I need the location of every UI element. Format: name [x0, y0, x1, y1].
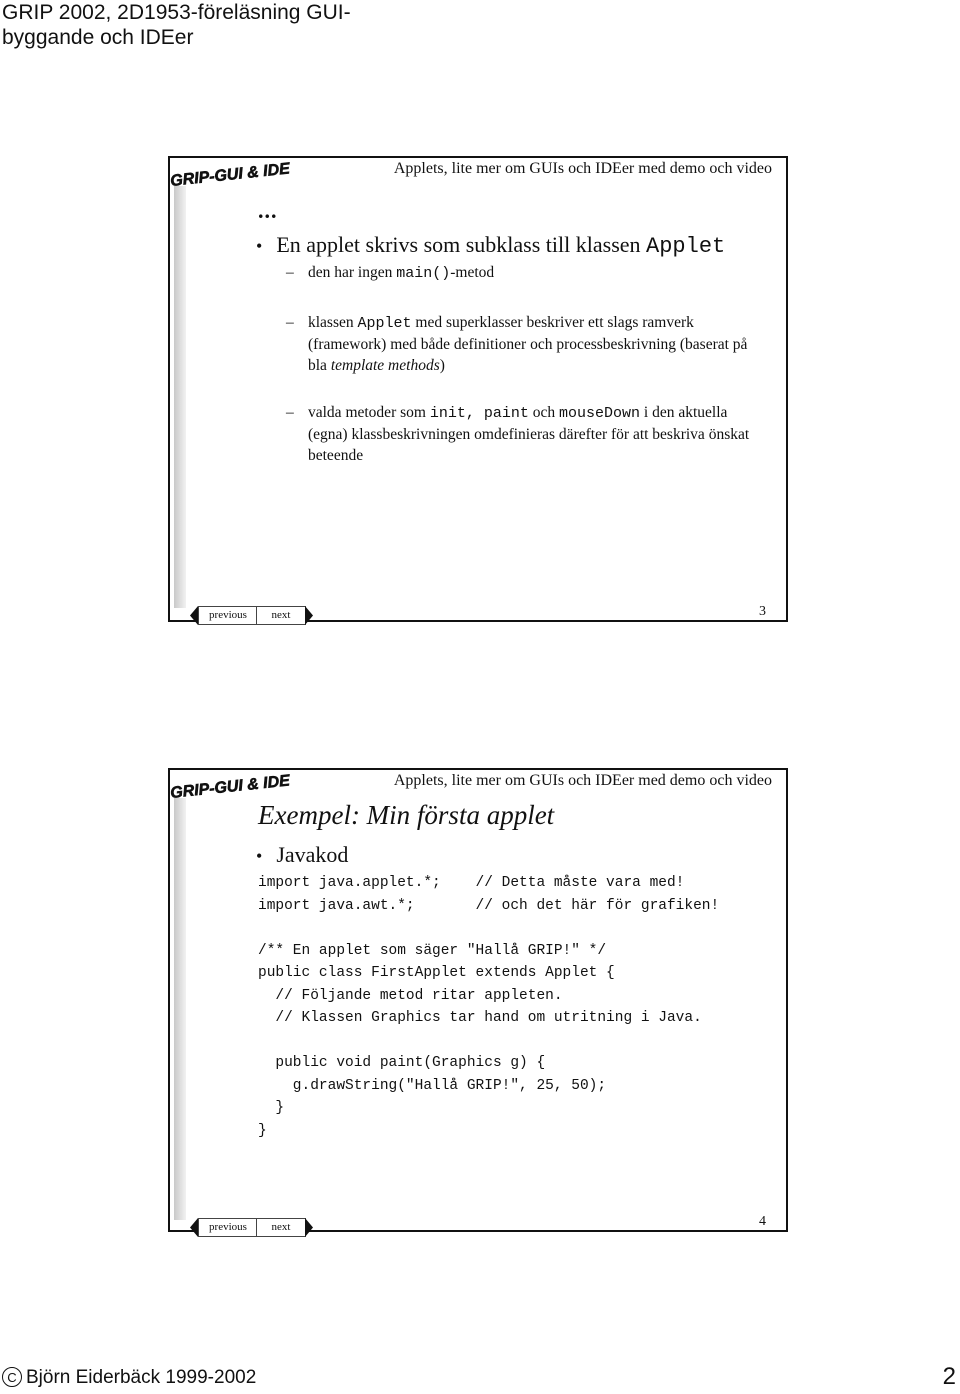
- sub-text: med superklasser beskriver ett slags ramverk (framework) med både definitioner och processbeskrivning (baserat på bla: [308, 314, 748, 374]
- nav-right-arrow-icon: [305, 606, 313, 625]
- document-footer: [0, 1363, 960, 1393]
- sub-text: och: [528, 404, 559, 421]
- next-button[interactable]: next: [256, 606, 306, 625]
- slide-3: [168, 156, 788, 622]
- grip-logo-icon: [168, 764, 291, 804]
- slide-nav: [190, 1218, 340, 1238]
- page-number: 2: [942, 1363, 956, 1390]
- sub-italic: template methods: [330, 357, 440, 374]
- nav-left-arrow-icon: [190, 1218, 198, 1237]
- sub-code: Applet: [357, 315, 412, 332]
- slide-page-number: 4: [759, 1214, 766, 1229]
- bullet-item: [256, 842, 348, 868]
- svg-text:GRIP-GUI & IDE: GRIP-GUI & IDE: [169, 160, 291, 190]
- slide-4: [168, 768, 788, 1232]
- next-button[interactable]: next: [256, 1218, 306, 1237]
- slide-header: Applets, lite mer om GUIs och IDEer med demo och video: [393, 772, 772, 789]
- document-title-line1: GRIP 2002, 2D1953-föreläsning GUI-: [2, 1, 351, 24]
- sub-text: valda metoder som: [308, 404, 430, 421]
- copyright-icon: C: [2, 1367, 22, 1387]
- bullet-icon: •: [256, 236, 263, 256]
- bullet-icon: •: [256, 846, 263, 866]
- sub-code: mouseDown: [559, 405, 641, 422]
- sub-text: den har ingen: [308, 264, 397, 281]
- code-block: import java.applet.*; // Detta måste vara med! import java.awt.*; // och det här för grafiken! /** En applet som säger "Hallå GRIP!" */ public class FirstApplet extends Applet { // Följande metod ritar appleten. // Klassen Graphics tar hand om utritning i Java. public void paint(Graphics g) { g.drawString("Hallå GRIP!", 25, 50); } }: [258, 875, 720, 1139]
- slide-sidebar: [174, 798, 186, 1220]
- slide-page-number: 3: [759, 604, 766, 619]
- copyright: [2, 1367, 256, 1389]
- svg-text:GRIP-GUI & IDE: GRIP-GUI & IDE: [169, 772, 291, 802]
- document-title: [2, 0, 362, 50]
- grip-logo-icon: [168, 152, 291, 192]
- bullet-text: En applet skrivs som subklass till klassen: [276, 232, 641, 257]
- document-title-line2: byggande och IDEer: [2, 26, 194, 49]
- nav-left-arrow-icon: [190, 606, 198, 625]
- dash-icon: –: [286, 264, 294, 281]
- dash-icon: –: [286, 404, 294, 421]
- sub-text: -metod: [450, 264, 495, 281]
- bullet-text: Javakod: [276, 842, 349, 867]
- copyright-text: Björn Eiderbäck 1999-2002: [26, 1367, 257, 1388]
- nav-right-arrow-icon: [305, 1218, 313, 1237]
- sub-text: ): [439, 357, 445, 374]
- sub-code: init, paint: [429, 405, 529, 422]
- slide-title: Exempel: Min första applet: [258, 800, 555, 830]
- bullet-item: [256, 232, 725, 259]
- sub-text: klassen: [308, 314, 358, 331]
- previous-button[interactable]: previous: [198, 606, 258, 625]
- sub-item-3: [286, 402, 766, 468]
- sub-text: i den aktuella (egna) klassbeskrivningen omdefinieras därefter för att beskriva önskat beteende: [308, 404, 750, 464]
- bullet-code: Applet: [646, 234, 726, 259]
- dash-icon: –: [286, 314, 294, 331]
- slide-nav: [190, 606, 340, 626]
- slide-sidebar: [174, 186, 186, 608]
- previous-button[interactable]: previous: [198, 1218, 258, 1237]
- sub-item-1: [286, 262, 766, 284]
- sub-item-2: [286, 312, 766, 378]
- sub-code: main(): [396, 265, 451, 282]
- ellipsis: ...: [258, 198, 278, 223]
- slide-header: Applets, lite mer om GUIs och IDEer med demo och video: [393, 160, 772, 177]
